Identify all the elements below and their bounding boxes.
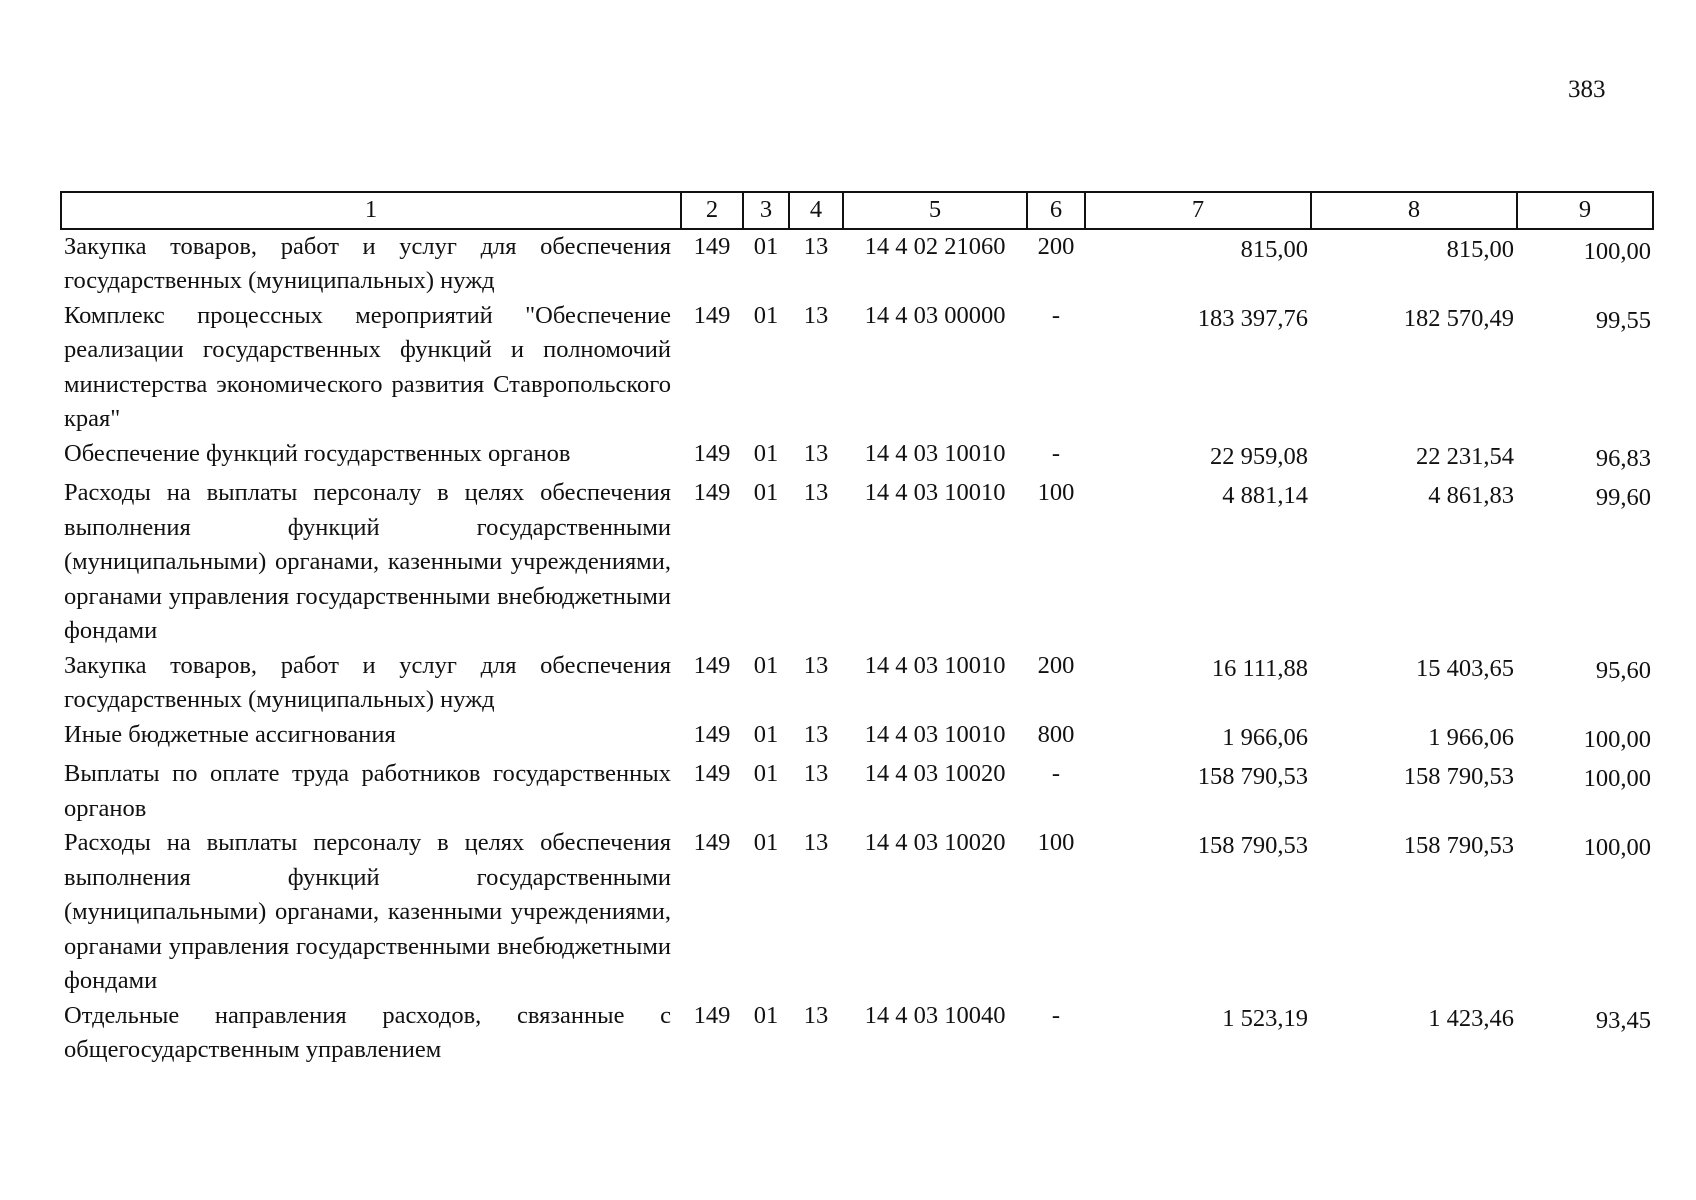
execution-percent: 99,60: [1595, 484, 1651, 511]
expense-type-code: -: [1051, 301, 1061, 329]
target-article-code: 14 4 02 21060: [864, 232, 1006, 260]
admin-code: 149: [693, 301, 731, 329]
subsection-code: 13: [803, 829, 829, 856]
admin-code: 149: [693, 720, 731, 748]
column-header: 8: [1311, 192, 1517, 229]
subsection-code: 13: [803, 720, 829, 748]
subsection-code: 13: [803, 439, 829, 467]
expense-type-code: -: [1051, 439, 1061, 467]
expense-type-code: -: [1051, 760, 1061, 787]
actual-amount: 1 966,06: [1428, 723, 1514, 751]
target-article-code: 14 4 03 10010: [864, 479, 1006, 506]
plan-amount: 183 397,76: [1197, 304, 1308, 332]
table-row: [61, 757, 1653, 826]
section-code: 01: [753, 720, 779, 748]
expense-type-code: 200: [1037, 232, 1075, 260]
execution-percent: 93,45: [1595, 1006, 1651, 1034]
execution-percent: 96,83: [1595, 444, 1651, 472]
row-description: Отдельные направления расходов, связанные с общегосударственным управлением: [64, 1001, 671, 1063]
expense-type-code: 800: [1037, 720, 1075, 748]
column-header: 2: [681, 192, 743, 229]
actual-amount: 158 790,53: [1403, 832, 1514, 859]
section-code: 01: [753, 479, 779, 506]
subsection-code: 13: [803, 479, 829, 506]
table-header: [61, 192, 1653, 229]
expense-type-code: 100: [1037, 829, 1075, 856]
table-row: [61, 229, 1653, 299]
execution-percent: 100,00: [1583, 834, 1651, 861]
execution-percent: 95,60: [1595, 656, 1651, 684]
admin-code: 149: [693, 760, 731, 787]
admin-code: 149: [693, 479, 731, 506]
section-code: 01: [753, 651, 779, 679]
section-code: 01: [753, 760, 779, 787]
execution-percent: 100,00: [1583, 725, 1651, 753]
plan-amount: 1 523,19: [1222, 1004, 1308, 1032]
plan-amount: 16 111,88: [1211, 654, 1308, 682]
admin-code: 149: [693, 232, 731, 260]
section-code: 01: [753, 1001, 779, 1029]
column-header: 6: [1027, 192, 1085, 229]
section-code: 01: [753, 232, 779, 260]
actual-amount: 22 231,54: [1416, 442, 1514, 470]
column-header: 3: [743, 192, 789, 229]
actual-amount: 158 790,53: [1403, 763, 1514, 790]
plan-amount: 22 959,08: [1210, 442, 1308, 470]
column-header: 7: [1085, 192, 1311, 229]
actual-amount: 815,00: [1446, 235, 1514, 263]
admin-code: 149: [693, 1001, 731, 1029]
table-row: [61, 649, 1653, 718]
column-header: 4: [789, 192, 843, 229]
row-description: Расходы на выплаты персоналу в целях обеспечения выполнения функций государственными (муниципальными) органами, казенными учреждениями, органами управления государственными внебюджетными фондами: [64, 829, 671, 994]
section-code: 01: [753, 301, 779, 329]
section-code: 01: [753, 829, 779, 856]
execution-percent: 100,00: [1583, 237, 1651, 265]
expense-type-code: 200: [1037, 651, 1075, 679]
target-article-code: 14 4 03 10020: [864, 829, 1006, 856]
page-number: 383: [1568, 76, 1606, 103]
table-row: [61, 299, 1653, 437]
section-code: 01: [753, 439, 779, 467]
subsection-code: 13: [803, 301, 829, 329]
row-description: Обеспечение функций государственных органов: [64, 439, 571, 467]
budget-table: [60, 191, 1654, 1068]
column-header: 1: [61, 192, 681, 229]
subsection-code: 13: [803, 760, 829, 787]
table-row: [61, 718, 1653, 758]
subsection-code: 13: [803, 1001, 829, 1029]
target-article-code: 14 4 03 10010: [864, 720, 1006, 748]
actual-amount: 4 861,83: [1428, 482, 1514, 509]
admin-code: 149: [693, 651, 731, 679]
execution-percent: 99,55: [1595, 306, 1651, 334]
column-header: 9: [1517, 192, 1653, 229]
expense-type-code: 100: [1037, 479, 1075, 506]
target-article-code: 14 4 03 10040: [864, 1001, 1006, 1029]
actual-amount: 15 403,65: [1416, 654, 1514, 682]
header-row: [61, 192, 1653, 229]
row-description: Иные бюджетные ассигнования: [64, 720, 396, 748]
execution-percent: 100,00: [1583, 765, 1651, 792]
table-row: [61, 999, 1653, 1068]
table-row: [61, 476, 1653, 649]
plan-amount: 158 790,53: [1197, 832, 1308, 859]
row-description: Закупка товаров, работ и услуг для обеспечения государственных (муниципальных) нужд: [64, 232, 671, 294]
plan-amount: 815,00: [1240, 235, 1308, 263]
row-description: Выплаты по оплате труда работников государственных органов: [64, 760, 671, 822]
plan-amount: 158 790,53: [1197, 763, 1308, 790]
target-article-code: 14 4 03 10010: [864, 651, 1006, 679]
actual-amount: 1 423,46: [1428, 1004, 1514, 1032]
column-header: 5: [843, 192, 1027, 229]
admin-code: 149: [693, 829, 731, 856]
subsection-code: 13: [803, 232, 829, 260]
row-description: Расходы на выплаты персоналу в целях обеспечения выполнения функций государственными (муниципальными) органами, казенными учреждениями, органами управления государственными внебюджетными фондами: [64, 479, 671, 644]
table-row: [61, 826, 1653, 999]
actual-amount: 182 570,49: [1403, 304, 1514, 332]
target-article-code: 14 4 03 10010: [864, 439, 1006, 467]
subsection-code: 13: [803, 651, 829, 679]
plan-amount: 1 966,06: [1222, 723, 1308, 751]
row-description: Комплекс процессных мероприятий "Обеспечение реализации государственных функций и полномочий министерства экономического развития Ставропольского края": [64, 301, 671, 432]
plan-amount: 4 881,14: [1222, 482, 1308, 509]
admin-code: 149: [693, 439, 731, 467]
table-body: [61, 229, 1653, 1068]
expense-type-code: -: [1051, 1001, 1061, 1029]
target-article-code: 14 4 03 00000: [864, 301, 1006, 329]
target-article-code: 14 4 03 10020: [864, 760, 1006, 787]
table-row: [61, 437, 1653, 477]
row-description: Закупка товаров, работ и услуг для обеспечения государственных (муниципальных) нужд: [64, 651, 671, 713]
